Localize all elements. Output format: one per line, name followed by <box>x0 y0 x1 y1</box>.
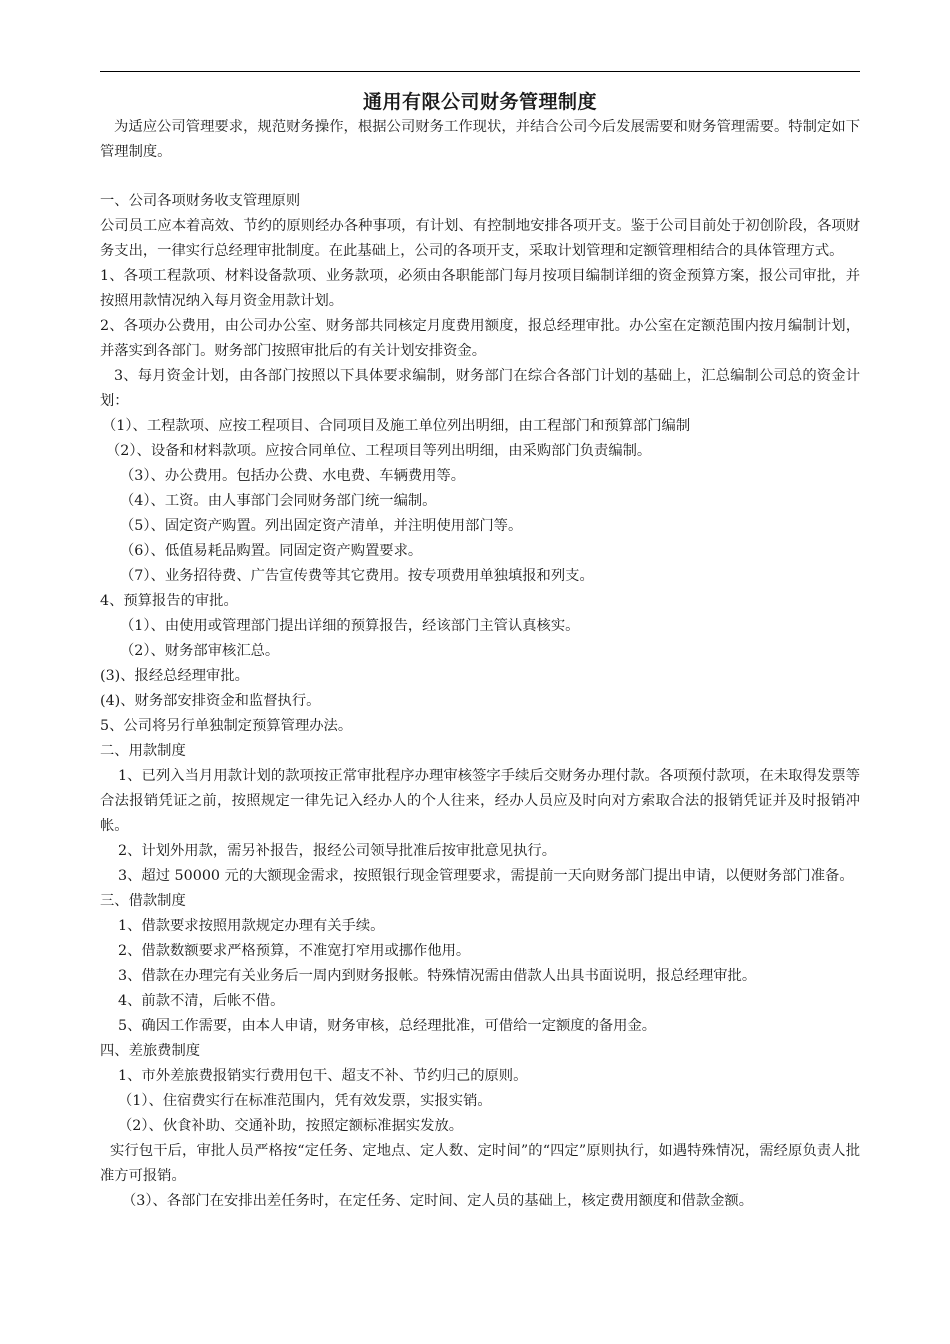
document-body <box>100 115 860 1214</box>
section-4-item-1-sub-3: （3）、各部门在安排出差任务时，在定任务、定时间、定人员的基础上，核定费用额度和借款金额。 <box>122 1193 754 1209</box>
section-4-paragraph: 实行包干后，审批人员严格按“定任务、定地点、定人数、定时间”的“四定”原则执行，如遇特殊情况，需经原负责人批准方可报销。 <box>100 1143 860 1184</box>
section-1-item-5: 5、公司将另行单独制定预算管理办法。 <box>100 718 353 734</box>
section-3-heading: 三、借款制度 <box>100 893 186 909</box>
section-3-item-1: 1、借款要求按照用款规定办理有关手续。 <box>118 918 385 934</box>
section-1-item-1: 1、各项工程款项、材料设备款项、业务款项，必须由各职能部门每月按项目编制详细的资金预算方案，报公司审批，并按照用款情况纳入每月资金用款计划。 <box>100 268 860 309</box>
section-1-item-3-sub-1: （1）、工程款项、应按工程项目、合同项目及施工单位列出明细，由工程部门和预算部门编制 <box>102 418 691 434</box>
section-1-item-3-sub-5: （5）、固定资产购置。列出固定资产清单，并注明使用部门等。 <box>120 518 523 534</box>
section-3-item-4: 4、前款不清，后帐不借。 <box>118 993 285 1009</box>
blank-line <box>100 165 860 189</box>
section-1-paragraph: 公司员工应本着高效、节约的原则经办各种事项，有计划、有控制地安排各项开支。鉴于公司目前处于初创阶段，各项财务支出，一律实行总经理审批制度。在此基础上，公司的各项开支，采取计划管理和定额管理相结合的具体管理方式。 <box>100 218 860 259</box>
section-1-item-3: 3、每月资金计划，由各部门按照以下具体要求编制，财务部门在综合各部门计划的基础上，汇总编制公司总的资金计划： <box>100 368 860 409</box>
section-3-item-3: 3、借款在办理完有关业务后一周内到财务报帐。特殊情况需由借款人出具书面说明，报总经理审批。 <box>118 968 757 984</box>
section-1-item-4-sub-4: (4)、财务部安排资金和监督执行。 <box>100 693 321 709</box>
section-1-item-4-sub-2: （2）、财务部审核汇总。 <box>120 643 280 659</box>
section-4-heading: 四、差旅费制度 <box>100 1043 201 1059</box>
section-1-item-3-sub-4: （4）、工资。由人事部门会同财务部门统一编制。 <box>120 493 437 509</box>
section-4-item-1: 1、市外差旅费报销实行费用包干、超支不补、节约归己的原则。 <box>118 1068 528 1084</box>
section-2-item-2: 2、计划外用款，需另补报告，报经公司领导批准后按审批意见执行。 <box>118 843 556 859</box>
document-page <box>100 0 860 1344</box>
section-2-item-3: 3、超过 50000 元的大额现金需求，按照银行现金管理要求，需提前一天向财务部门提出申请，以便财务部门准备。 <box>118 868 854 884</box>
section-1-item-3-sub-3: （3）、办公费用。包括办公费、水电费、车辆费用等。 <box>120 468 466 484</box>
section-1-item-4-sub-3: (3)、报经总经理审批。 <box>100 668 249 684</box>
section-1-item-2: 2、各项办公费用，由公司办公室、财务部共同核定月度费用额度，报总经理审批。办公室在定额范围内按月编制计划，并落实到各部门。财务部门按照审批后的有关计划安排资金。 <box>100 318 860 359</box>
section-2-item-1: 1、已列入当月用款计划的款项按正常审批程序办理审核签字手续后交财务办理付款。各项预付款项，在未取得发票等合法报销凭证之前，按照规定一律先记入经办人的个人往来，经办人员应及时向对方索取合法的报销凭证并及时报销冲帐。 <box>100 768 860 834</box>
document-title: 通用有限公司财务管理制度 <box>362 91 597 113</box>
section-3-item-2: 2、借款数额要求严格预算，不准宽打窄用或挪作他用。 <box>118 943 471 959</box>
header-rule <box>100 71 860 72</box>
section-4-item-1-sub-1: （1）、住宿费实行在标准范围内，凭有效发票，实报实销。 <box>118 1093 492 1109</box>
section-1-item-3-sub-6: （6）、低值易耗品购置。同固定资产购置要求。 <box>120 543 423 559</box>
section-1-item-4-sub-1: （1）、由使用或管理部门提出详细的预算报告，经该部门主管认真核实。 <box>120 618 580 634</box>
section-3-item-5: 5、确因工作需要，由本人申请，财务审核，总经理批准，可借给一定额度的备用金。 <box>118 1018 657 1034</box>
intro-paragraph: 为适应公司管理要求，规范财务操作，根据公司财务工作现状，并结合公司今后发展需要和财务管理需要。特制定如下管理制度。 <box>100 119 860 160</box>
section-2-heading: 二、用款制度 <box>100 743 186 759</box>
section-1-item-4: 4、预算报告的审批。 <box>100 593 238 609</box>
section-4-item-1-sub-2: （2）、伙食补助、交通补助，按照定额标准据实发放。 <box>118 1118 464 1134</box>
section-1-item-3-sub-7: （7）、业务招待费、广告宣传费等其它费用。按专项费用单独填报和列支。 <box>120 568 594 584</box>
section-1-item-3-sub-2: （2）、设备和材料款项。应按合同单位、工程项目等列出明细，由采购部门负责编制。 <box>106 443 652 459</box>
section-1-heading: 一、公司各项财务收支管理原则 <box>100 193 301 209</box>
